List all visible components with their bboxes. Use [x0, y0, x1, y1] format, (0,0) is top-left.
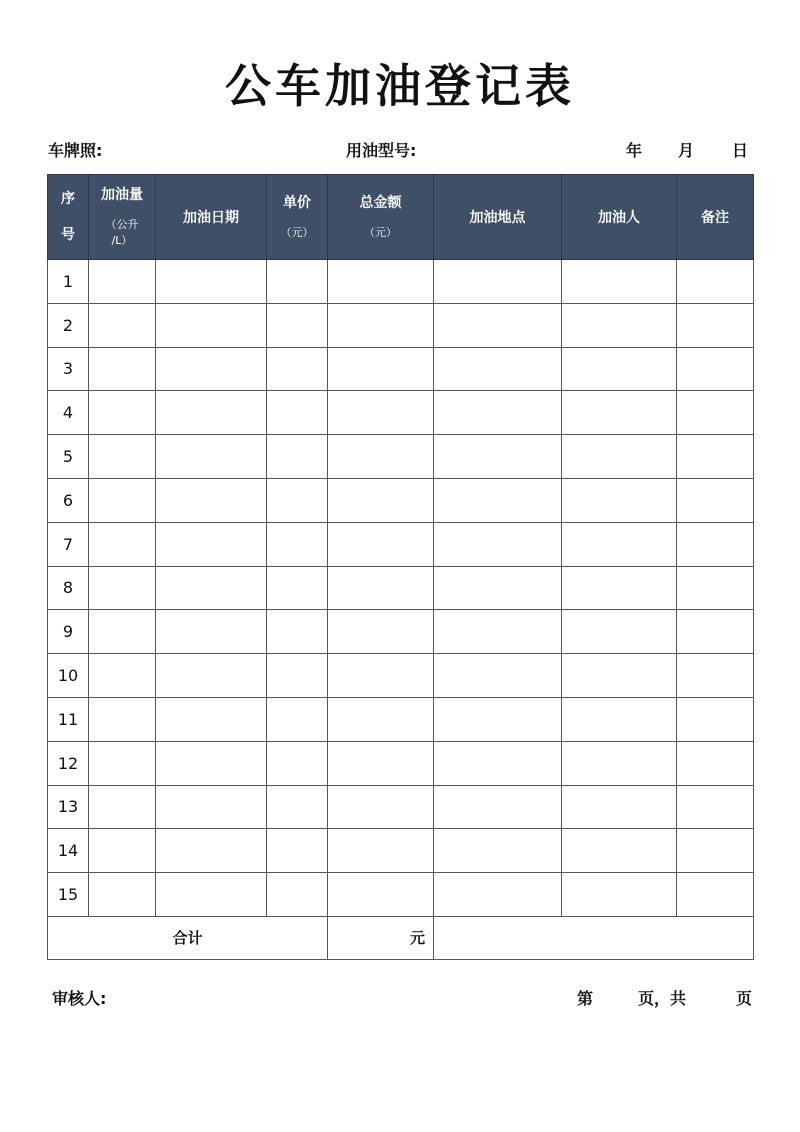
date-cell[interactable]: [156, 303, 267, 347]
header-price: 单价 （元）: [267, 175, 328, 260]
location-cell[interactable]: [434, 522, 562, 566]
price-cell[interactable]: [267, 303, 328, 347]
volume-cell[interactable]: [89, 522, 156, 566]
row-number: 8: [48, 566, 89, 610]
row-number: 15: [48, 873, 89, 917]
location-cell[interactable]: [434, 654, 562, 698]
volume-cell[interactable]: [89, 873, 156, 917]
header-total: 总金额 （元）: [328, 175, 434, 260]
note-cell[interactable]: [677, 347, 754, 391]
total-cell[interactable]: [328, 654, 434, 698]
row-number: 13: [48, 785, 89, 829]
total-cell[interactable]: [328, 435, 434, 479]
note-cell[interactable]: [677, 654, 754, 698]
total-cell[interactable]: [328, 566, 434, 610]
date-cell[interactable]: [156, 610, 267, 654]
date-cell[interactable]: [156, 785, 267, 829]
volume-cell[interactable]: [89, 785, 156, 829]
volume-cell[interactable]: [89, 566, 156, 610]
location-cell[interactable]: [434, 478, 562, 522]
header-person: 加油人: [562, 175, 677, 260]
page-middle: 页，共: [638, 989, 687, 1008]
header-seq: 序 号: [48, 175, 89, 260]
price-cell[interactable]: [267, 391, 328, 435]
volume-cell[interactable]: [89, 697, 156, 741]
price-cell[interactable]: [267, 435, 328, 479]
total-cell[interactable]: [328, 610, 434, 654]
person-cell[interactable]: [562, 303, 677, 347]
total-cell[interactable]: [328, 873, 434, 917]
note-cell[interactable]: [677, 873, 754, 917]
total-cell[interactable]: [328, 303, 434, 347]
row-number: 2: [48, 303, 89, 347]
month-label: 月: [678, 141, 695, 160]
total-cell[interactable]: [328, 785, 434, 829]
price-cell[interactable]: [267, 347, 328, 391]
form-meta-row: [48, 138, 752, 160]
date-cell[interactable]: [156, 654, 267, 698]
price-cell[interactable]: [267, 478, 328, 522]
note-cell[interactable]: [677, 260, 754, 304]
total-row: [48, 916, 754, 959]
price-cell[interactable]: [267, 697, 328, 741]
day-label: 日: [732, 141, 749, 160]
header-note: 备注: [677, 175, 754, 260]
table-row: [48, 347, 754, 391]
row-number: 14: [48, 829, 89, 873]
date-cell[interactable]: [156, 697, 267, 741]
price-cell[interactable]: [267, 522, 328, 566]
note-cell[interactable]: [677, 610, 754, 654]
row-number: 9: [48, 610, 89, 654]
header-volume: 加油量 （公升 /L）: [89, 175, 156, 260]
date-cell[interactable]: [156, 873, 267, 917]
price-cell[interactable]: [267, 260, 328, 304]
location-cell[interactable]: [434, 347, 562, 391]
volume-cell[interactable]: [89, 478, 156, 522]
total-label: 合计: [48, 916, 328, 959]
date-cell[interactable]: [156, 260, 267, 304]
person-cell[interactable]: [562, 260, 677, 304]
total-unit: 元: [328, 916, 434, 959]
total-cell[interactable]: [328, 522, 434, 566]
volume-cell[interactable]: [89, 741, 156, 785]
note-cell[interactable]: [677, 478, 754, 522]
person-cell[interactable]: [562, 741, 677, 785]
fuel-type-label: 用油型号:: [346, 141, 417, 160]
header-date: 加油日期: [156, 175, 267, 260]
note-cell[interactable]: [677, 522, 754, 566]
page-suffix: 页: [736, 989, 753, 1008]
volume-cell[interactable]: [89, 435, 156, 479]
price-cell[interactable]: [267, 829, 328, 873]
total-cell[interactable]: [328, 260, 434, 304]
total-cell[interactable]: [328, 391, 434, 435]
row-number: 5: [48, 435, 89, 479]
location-cell[interactable]: [434, 566, 562, 610]
row-number: 1: [48, 260, 89, 304]
volume-cell[interactable]: [89, 260, 156, 304]
table-row: [48, 566, 754, 610]
location-cell[interactable]: [434, 829, 562, 873]
note-cell[interactable]: [677, 741, 754, 785]
location-cell[interactable]: [434, 610, 562, 654]
year-label: 年: [626, 141, 643, 160]
price-cell[interactable]: [267, 785, 328, 829]
note-cell[interactable]: [677, 303, 754, 347]
person-cell[interactable]: [562, 610, 677, 654]
header-location: 加油地点: [434, 175, 562, 260]
location-cell[interactable]: [434, 873, 562, 917]
row-number: 3: [48, 347, 89, 391]
volume-cell[interactable]: [89, 829, 156, 873]
total-amount-field[interactable]: [434, 916, 754, 959]
table-row: [48, 829, 754, 873]
location-cell[interactable]: [434, 741, 562, 785]
location-cell[interactable]: [434, 391, 562, 435]
location-cell[interactable]: [434, 435, 562, 479]
volume-cell[interactable]: [89, 610, 156, 654]
volume-cell[interactable]: [89, 391, 156, 435]
person-cell[interactable]: [562, 391, 677, 435]
total-cell[interactable]: [328, 829, 434, 873]
volume-cell[interactable]: [89, 303, 156, 347]
location-cell[interactable]: [434, 785, 562, 829]
note-cell[interactable]: [677, 566, 754, 610]
note-cell[interactable]: [677, 391, 754, 435]
reviewer-label: 审核人:: [52, 989, 107, 1008]
note-cell[interactable]: [677, 829, 754, 873]
row-number: 12: [48, 741, 89, 785]
table-row: [48, 697, 754, 741]
date-cell[interactable]: [156, 829, 267, 873]
person-cell[interactable]: [562, 478, 677, 522]
date-cell[interactable]: [156, 478, 267, 522]
price-cell[interactable]: [267, 610, 328, 654]
table-row: [48, 741, 754, 785]
person-cell[interactable]: [562, 873, 677, 917]
form-footer: [52, 986, 752, 1008]
table-row: [48, 873, 754, 917]
total-cell[interactable]: [328, 741, 434, 785]
volume-cell[interactable]: [89, 347, 156, 391]
location-cell[interactable]: [434, 260, 562, 304]
table-row: [48, 478, 754, 522]
note-cell[interactable]: [677, 785, 754, 829]
date-cell[interactable]: [156, 435, 267, 479]
note-cell[interactable]: [677, 697, 754, 741]
row-number: 7: [48, 522, 89, 566]
date-cell[interactable]: [156, 741, 267, 785]
form-title: 公车加油登记表: [225, 59, 575, 113]
plate-label: 车牌照:: [48, 141, 103, 160]
table-row: [48, 610, 754, 654]
volume-cell[interactable]: [89, 654, 156, 698]
date-cell[interactable]: [156, 566, 267, 610]
person-cell[interactable]: [562, 435, 677, 479]
row-number: 11: [48, 697, 89, 741]
table-row: [48, 435, 754, 479]
row-number: 4: [48, 391, 89, 435]
date-cell[interactable]: [156, 347, 267, 391]
table-row: [48, 522, 754, 566]
person-cell[interactable]: [562, 522, 677, 566]
location-cell[interactable]: [434, 697, 562, 741]
price-cell[interactable]: [267, 741, 328, 785]
person-cell[interactable]: [562, 654, 677, 698]
table-row: [48, 654, 754, 698]
person-cell[interactable]: [562, 785, 677, 829]
price-cell[interactable]: [267, 873, 328, 917]
total-cell[interactable]: [328, 697, 434, 741]
table-header-row: [48, 175, 754, 260]
page-prefix: 第: [577, 989, 594, 1008]
total-cell[interactable]: [328, 478, 434, 522]
person-cell[interactable]: [562, 829, 677, 873]
table-row: [48, 303, 754, 347]
row-number: 10: [48, 654, 89, 698]
date-cell[interactable]: [156, 522, 267, 566]
person-cell[interactable]: [562, 347, 677, 391]
note-cell[interactable]: [677, 435, 754, 479]
total-cell[interactable]: [328, 347, 434, 391]
table-row: [48, 260, 754, 304]
person-cell[interactable]: [562, 566, 677, 610]
table-row: [48, 785, 754, 829]
fuel-log-table: [47, 174, 754, 960]
person-cell[interactable]: [562, 697, 677, 741]
row-number: 6: [48, 478, 89, 522]
price-cell[interactable]: [267, 566, 328, 610]
price-cell[interactable]: [267, 654, 328, 698]
date-cell[interactable]: [156, 391, 267, 435]
table-row: [48, 391, 754, 435]
location-cell[interactable]: [434, 303, 562, 347]
